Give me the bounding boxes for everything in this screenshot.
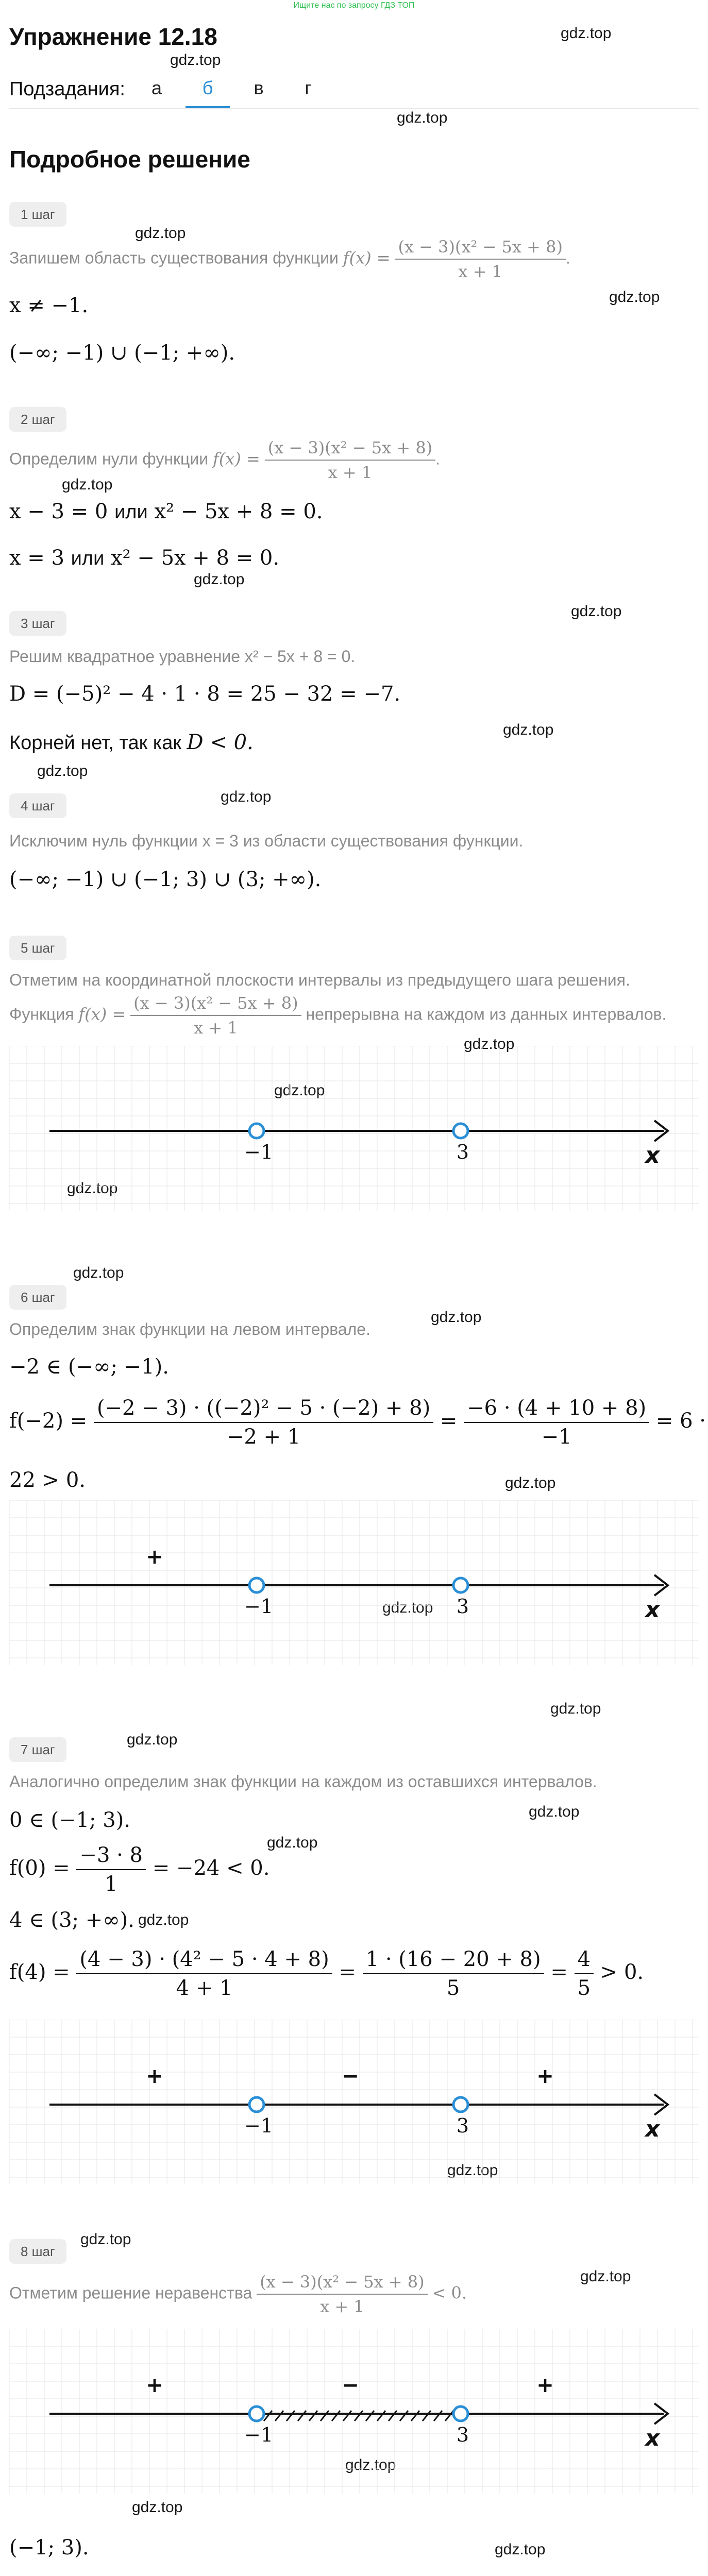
sign-left-plus: + <box>146 2064 163 2088</box>
grid <box>9 1046 699 1211</box>
watermark: gdz.top <box>274 1082 325 1099</box>
step-3-badge: 3 шаг <box>9 611 66 636</box>
watermark: gdz.top <box>37 762 88 779</box>
number-line-step-5 <box>9 1046 699 1211</box>
step-7-line-1: 0 ∈ (−1; 3). <box>9 1808 131 1832</box>
step-6-intro: Определим знак функции на левом интервале. <box>9 1320 370 1338</box>
watermark: gdz.top <box>73 1264 124 1281</box>
step-6-line-1: −2 ∈ (−∞; −1). <box>9 1355 169 1379</box>
step-1-intro <box>9 237 570 281</box>
step-8-intro-text: Отметим решение неравенства <box>9 2283 252 2302</box>
point-minus-1 <box>249 1578 264 1592</box>
step-7-line-3: 4 ∈ (3; +∞). <box>9 1908 134 1932</box>
tab-a[interactable]: а <box>151 77 162 98</box>
watermark: gdz.top <box>495 2541 546 2558</box>
axis-label: x <box>645 1597 660 1623</box>
watermark: gdz.top <box>62 476 113 493</box>
step-5-intro-1: Отметим на координатной плоскости интервалы из предыдущего шага решения. <box>9 971 630 989</box>
step-8-badge: 8 шаг <box>9 2239 66 2264</box>
watermark: gdz.top <box>170 52 221 69</box>
number-line-step-7 <box>9 2020 699 2184</box>
step-4-intro: Исключим нуль функции x = 3 из области существования функции. <box>9 832 524 850</box>
top-search-hint[interactable]: Ищите нас по запросу ГДЗ ТОП <box>293 1 415 10</box>
step-3-line-2: Корней нет, так как D < 0. <box>9 731 254 754</box>
watermark: gdz.top <box>609 289 660 306</box>
step-8-result: (−1; 3). <box>9 2536 89 2560</box>
watermark: gdz.top <box>397 109 448 126</box>
tab-v[interactable]: в <box>254 77 264 98</box>
point-3 <box>453 2406 468 2421</box>
step-8-fraction: $\frac{\text{(x − 3)(x² − 5x + 8)}}{x + 1}$ <box>257 2272 427 2316</box>
step-5-intro-2a: Функция <box>9 1005 74 1024</box>
step-6-line-2: f(−2) = $\frac{\text{(−2 − 3) · ((−2)² − 5 · (−2) + 8)}}{-2 + 1}$ = $\frac{-6 \cdot (4 + 10 + 8)}{-1}$ = 6 · <box>9 1396 706 1449</box>
hatch-line <box>445 2411 453 2421</box>
point-3-label: 3 <box>456 2114 469 2137</box>
watermark: gdz.top <box>505 1475 556 1492</box>
point-minus-1-label: −1 <box>244 1141 274 1163</box>
watermark: gdz.top <box>561 25 612 42</box>
step-2-fraction: $\frac{\text{(x − 3)(x² − 5x + 8)}}{x + 1}$ <box>265 438 435 482</box>
watermark: gdz.top <box>194 571 245 588</box>
sign-left-plus: + <box>146 1545 163 1569</box>
watermark: gdz.top <box>138 1911 189 1928</box>
point-minus-1-label: −1 <box>244 2114 274 2137</box>
point-minus-1 <box>249 2097 264 2112</box>
tab-g[interactable]: г <box>305 77 312 98</box>
hatch-line <box>286 2411 295 2421</box>
watermark: gdz.top <box>345 2456 396 2473</box>
step-7-line-2: f(0) = $\frac{-3 \cdot 8}{1}$ = −24 < 0. <box>9 1843 270 1896</box>
point-minus-1 <box>249 2406 264 2421</box>
step-3-line-1: D = (−5)² − 4 · 1 · 8 = 25 − 32 = −7. <box>9 682 401 706</box>
solution-hatch <box>264 2411 465 2421</box>
step-1-line-1: x ≠ −1. <box>9 294 89 317</box>
number-line-step-8 <box>9 2329 699 2494</box>
step-8-intro-tail: < 0. <box>432 2283 467 2303</box>
grid <box>9 2329 699 2494</box>
step-5-badge: 5 шаг <box>9 936 66 960</box>
watermark: gdz.top <box>267 1834 318 1851</box>
step-5-fraction: $\frac{\text{(x − 3)(x² − 5x + 8)}}{x + 1}$ <box>130 993 301 1038</box>
hatch-line <box>332 2411 340 2421</box>
step-2-fx: f(x) = <box>212 449 260 469</box>
step-3-intro: Решим квадратное уравнение x² − 5x + 8 = 0. <box>9 647 356 666</box>
axis-label: x <box>645 2116 660 2142</box>
step-6-line-3: 22 > 0. <box>9 1468 86 1492</box>
watermark: gdz.top <box>127 1731 178 1748</box>
hatch-line <box>400 2411 408 2421</box>
step-2-intro <box>9 438 440 482</box>
hatch-line <box>298 2411 306 2421</box>
step-8-intro <box>9 2272 467 2316</box>
step-2-intro-tail: . <box>435 449 441 468</box>
subtasks-label: Подзадания: <box>9 78 125 100</box>
watermark: gdz.top <box>503 721 554 738</box>
sign-right-plus: + <box>536 2064 554 2088</box>
watermark: gdz.top <box>447 2162 498 2179</box>
watermark: gdz.top <box>382 1599 433 1616</box>
sign-left-plus: + <box>146 2374 163 2397</box>
step-7-intro: Аналогично определим знак функции на каждом из оставшихся интервалов. <box>9 1772 597 1791</box>
sign-right-plus: + <box>536 2374 554 2397</box>
step-2-line-2: x = 3 или x² − 5x + 8 = 0. <box>9 546 280 570</box>
watermark: gdz.top <box>580 2268 631 2285</box>
watermark: gdz.top <box>135 225 186 242</box>
watermark: gdz.top <box>529 1803 580 1820</box>
step-1-intro-tail: . <box>565 248 570 267</box>
step-1-badge: 1 шаг <box>9 202 66 227</box>
watermark: gdz.top <box>571 603 622 620</box>
point-3-label: 3 <box>456 1141 469 1163</box>
hatch-line <box>264 2411 272 2421</box>
sign-middle-minus: − <box>342 2064 359 2088</box>
grid <box>9 1500 699 1665</box>
hatch-line <box>377 2411 385 2421</box>
watermark: gdz.top <box>431 1309 482 1326</box>
step-1-intro-text: Запишем область существования функции <box>9 248 339 267</box>
watermark: gdz.top <box>132 2499 183 2516</box>
step-4-badge: 4 шаг <box>9 793 66 818</box>
hatch-line <box>389 2411 397 2421</box>
number-line-step-6 <box>9 1500 699 1665</box>
step-5-intro-2b: непрерывна на каждом из данных интервалов. <box>306 1005 667 1024</box>
point-3-label: 3 <box>456 1595 469 1618</box>
watermark: gdz.top <box>80 2231 131 2248</box>
point-minus-1-label: −1 <box>244 2424 274 2446</box>
hatch-line <box>275 2411 283 2421</box>
point-minus-1 <box>249 1124 264 1138</box>
watermark: gdz.top <box>67 1180 118 1197</box>
point-minus-1-label: −1 <box>244 1595 274 1618</box>
step-5-intro-2 <box>9 993 666 1038</box>
tabs-divider <box>9 108 699 109</box>
hatch-line <box>355 2411 363 2421</box>
step-2-badge: 2 шаг <box>9 407 66 432</box>
grid <box>9 2020 699 2184</box>
point-3 <box>453 1124 468 1138</box>
watermark: gdz.top <box>221 788 272 805</box>
step-1-line-2: (−∞; −1) ∪ (−1; +∞). <box>9 341 235 365</box>
watermark: gdz.top <box>550 1700 601 1717</box>
axis-label: x <box>645 2425 660 2451</box>
point-3-label: 3 <box>456 2424 469 2446</box>
step-7-line-4: f(4) = $\frac{\text{(4 − 3) · (4² − 5 · 4 + 8)}}{4 + 1}$ = $\frac{1 \cdot (16 - 20 + 8)}{5}$ = $\frac{4}{5}$ > 0. <box>9 1947 644 2000</box>
step-1-fx: f(x) = <box>343 248 391 268</box>
step-5-fx: f(x) = <box>78 1004 126 1024</box>
point-3 <box>453 1578 468 1592</box>
step-6-badge: 6 шаг <box>9 1285 66 1310</box>
sign-middle-minus: − <box>342 2374 359 2397</box>
section-title: Подробное решение <box>9 146 250 173</box>
step-4-line-1: (−∞; −1) ∪ (−1; 3) ∪ (3; +∞). <box>9 868 322 891</box>
hatch-line <box>434 2411 442 2421</box>
step-2-line-1: x − 3 = 0 или x² − 5x + 8 = 0. <box>9 500 323 523</box>
hatch-line <box>343 2411 351 2421</box>
watermark: gdz.top <box>464 1036 515 1053</box>
step-2-intro-text: Определим нули функции <box>9 449 209 468</box>
hatch-line <box>366 2411 374 2421</box>
page-title: Упражнение 12.18 <box>9 23 217 50</box>
point-3 <box>453 2097 468 2112</box>
hatch-line <box>309 2411 317 2421</box>
step-1-fraction: $\frac{\text{(x − 3)(x² − 5x + 8)}}{x + 1}$ <box>395 237 565 281</box>
step-7-badge: 7 шаг <box>9 1737 66 1762</box>
axis-label: x <box>645 1142 660 1168</box>
tab-b[interactable]: б <box>202 77 213 98</box>
